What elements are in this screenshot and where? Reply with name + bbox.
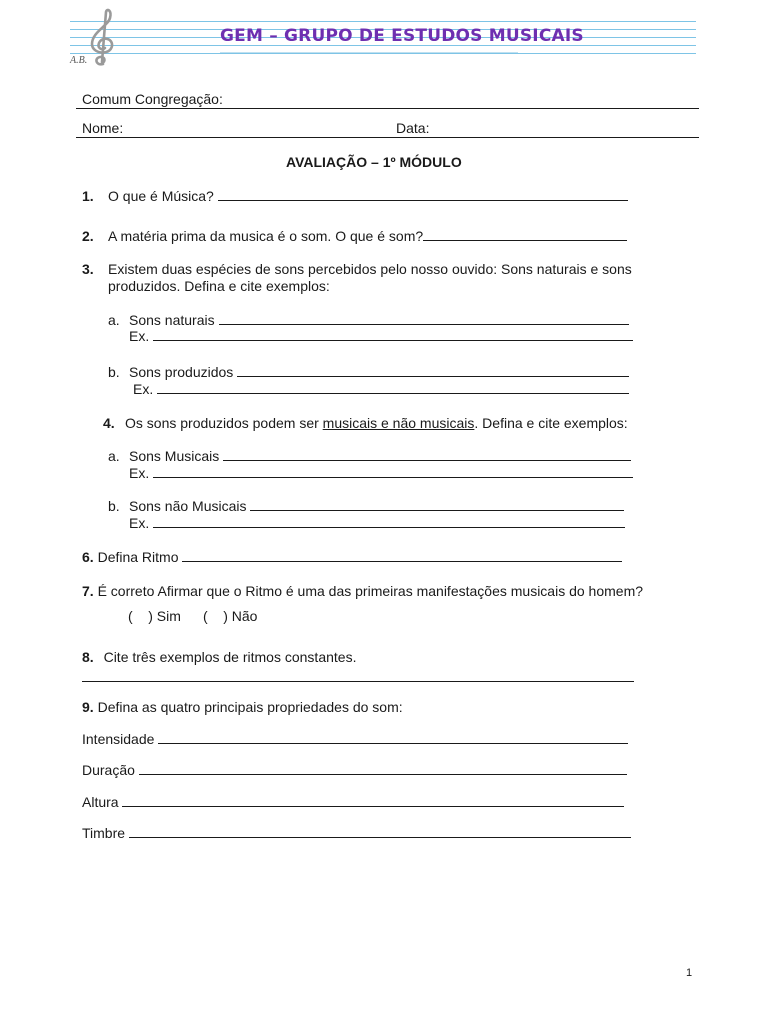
question-number: 3. xyxy=(82,261,94,277)
question-8 xyxy=(82,649,356,666)
answer-blank[interactable] xyxy=(219,312,629,325)
example-label: Ex. xyxy=(129,465,150,481)
answer-blank[interactable] xyxy=(158,731,628,744)
question-4-text: Os sons produzidos podem ser musicais e não musicais. Defina e cite exemplos: xyxy=(125,415,628,431)
sub-item-label: a. xyxy=(108,312,120,328)
answer-blank[interactable] xyxy=(122,794,624,807)
property-pitch xyxy=(82,794,624,811)
example-label: Ex. xyxy=(129,328,150,344)
answer-blank[interactable] xyxy=(153,515,625,528)
answer-blank[interactable] xyxy=(129,825,631,838)
question-text: Existem duas espécies de sons percebidos pelo nosso ouvido: Sons naturais e sons xyxy=(108,261,632,277)
author-initials: A.B. xyxy=(70,55,88,66)
property-timbre xyxy=(82,825,631,842)
sub-item-text: Sons naturais xyxy=(129,312,215,328)
question-2 xyxy=(108,228,627,245)
question-text: produzidos. Defina e cite exemplos: xyxy=(108,278,330,294)
underlined-term: musicais e não musicais xyxy=(322,415,475,431)
question-number: 6. xyxy=(82,549,94,565)
answer-blank[interactable] xyxy=(153,328,633,341)
example-label: Ex. xyxy=(129,515,150,531)
question-text: Cite três exemplos de ritmos constantes. xyxy=(103,649,357,665)
page-number: 1 xyxy=(686,967,693,979)
sub-item-text: Sons Musicais xyxy=(129,448,220,464)
answer-blank[interactable] xyxy=(237,364,629,377)
answer-blank[interactable] xyxy=(218,188,628,201)
answer-blank[interactable] xyxy=(423,228,627,241)
question-text: Defina as quatro principais propriedades do som: xyxy=(97,699,403,715)
question-text: É correto Afirmar que o Ritmo é uma das primeiras manifestações musicais do homem? xyxy=(97,583,644,599)
sub-item-label: b. xyxy=(108,498,120,514)
property-label: Altura xyxy=(82,794,119,810)
question-text: Defina Ritmo xyxy=(97,549,179,565)
question-1 xyxy=(108,188,628,205)
sub-item-label: a. xyxy=(108,448,120,464)
sub-item-text: Sons produzidos xyxy=(129,364,234,380)
answer-blank[interactable] xyxy=(223,448,631,461)
property-label: Duração xyxy=(82,762,135,778)
date-label: Data: xyxy=(396,120,430,136)
title-divider xyxy=(220,52,518,53)
question-text: A matéria prima da musica é o som. O que é som? xyxy=(108,228,424,244)
page-title: GEM – GRUPO DE ESTUDOS MUSICAIS xyxy=(220,26,584,46)
answer-blank[interactable] xyxy=(182,549,622,562)
question-number: 2. xyxy=(82,228,94,244)
name-label: Nome: xyxy=(82,120,124,136)
answer-blank[interactable] xyxy=(139,762,627,775)
staff-line xyxy=(70,53,696,54)
question-7 xyxy=(82,583,643,600)
staff-line xyxy=(70,21,696,22)
question-number: 7. xyxy=(82,583,94,599)
question-number: 4. xyxy=(103,415,115,431)
answer-blank[interactable] xyxy=(250,498,624,511)
question-number: 8. xyxy=(82,649,94,665)
assessment-heading: AVALIAÇÃO – 1º MÓDULO xyxy=(286,154,462,170)
congregation-label: Comum Congregação: xyxy=(82,91,223,107)
property-duration xyxy=(82,762,627,779)
question-number: 9. xyxy=(82,699,94,715)
sub-item-label: b. xyxy=(108,364,120,380)
treble-clef-icon xyxy=(86,6,120,68)
question-6 xyxy=(82,549,622,566)
answer-blank[interactable] xyxy=(82,681,634,682)
option-yes[interactable]: ( ) Sim xyxy=(128,608,181,624)
question-9 xyxy=(82,699,403,716)
example-label: Ex. xyxy=(133,381,154,397)
question-number: 1. xyxy=(82,188,94,204)
question-text: O que é Música? xyxy=(108,188,214,204)
property-label: Intensidade xyxy=(82,731,155,747)
answer-blank[interactable] xyxy=(157,381,629,394)
property-label: Timbre xyxy=(82,825,126,841)
property-intensity xyxy=(82,731,628,748)
name-date-field-line[interactable] xyxy=(76,137,699,138)
option-no[interactable]: ( ) Não xyxy=(203,608,258,624)
sub-item-text: Sons não Musicais xyxy=(129,498,247,514)
answer-blank[interactable] xyxy=(153,465,633,478)
congregation-field-line[interactable] xyxy=(76,108,699,109)
